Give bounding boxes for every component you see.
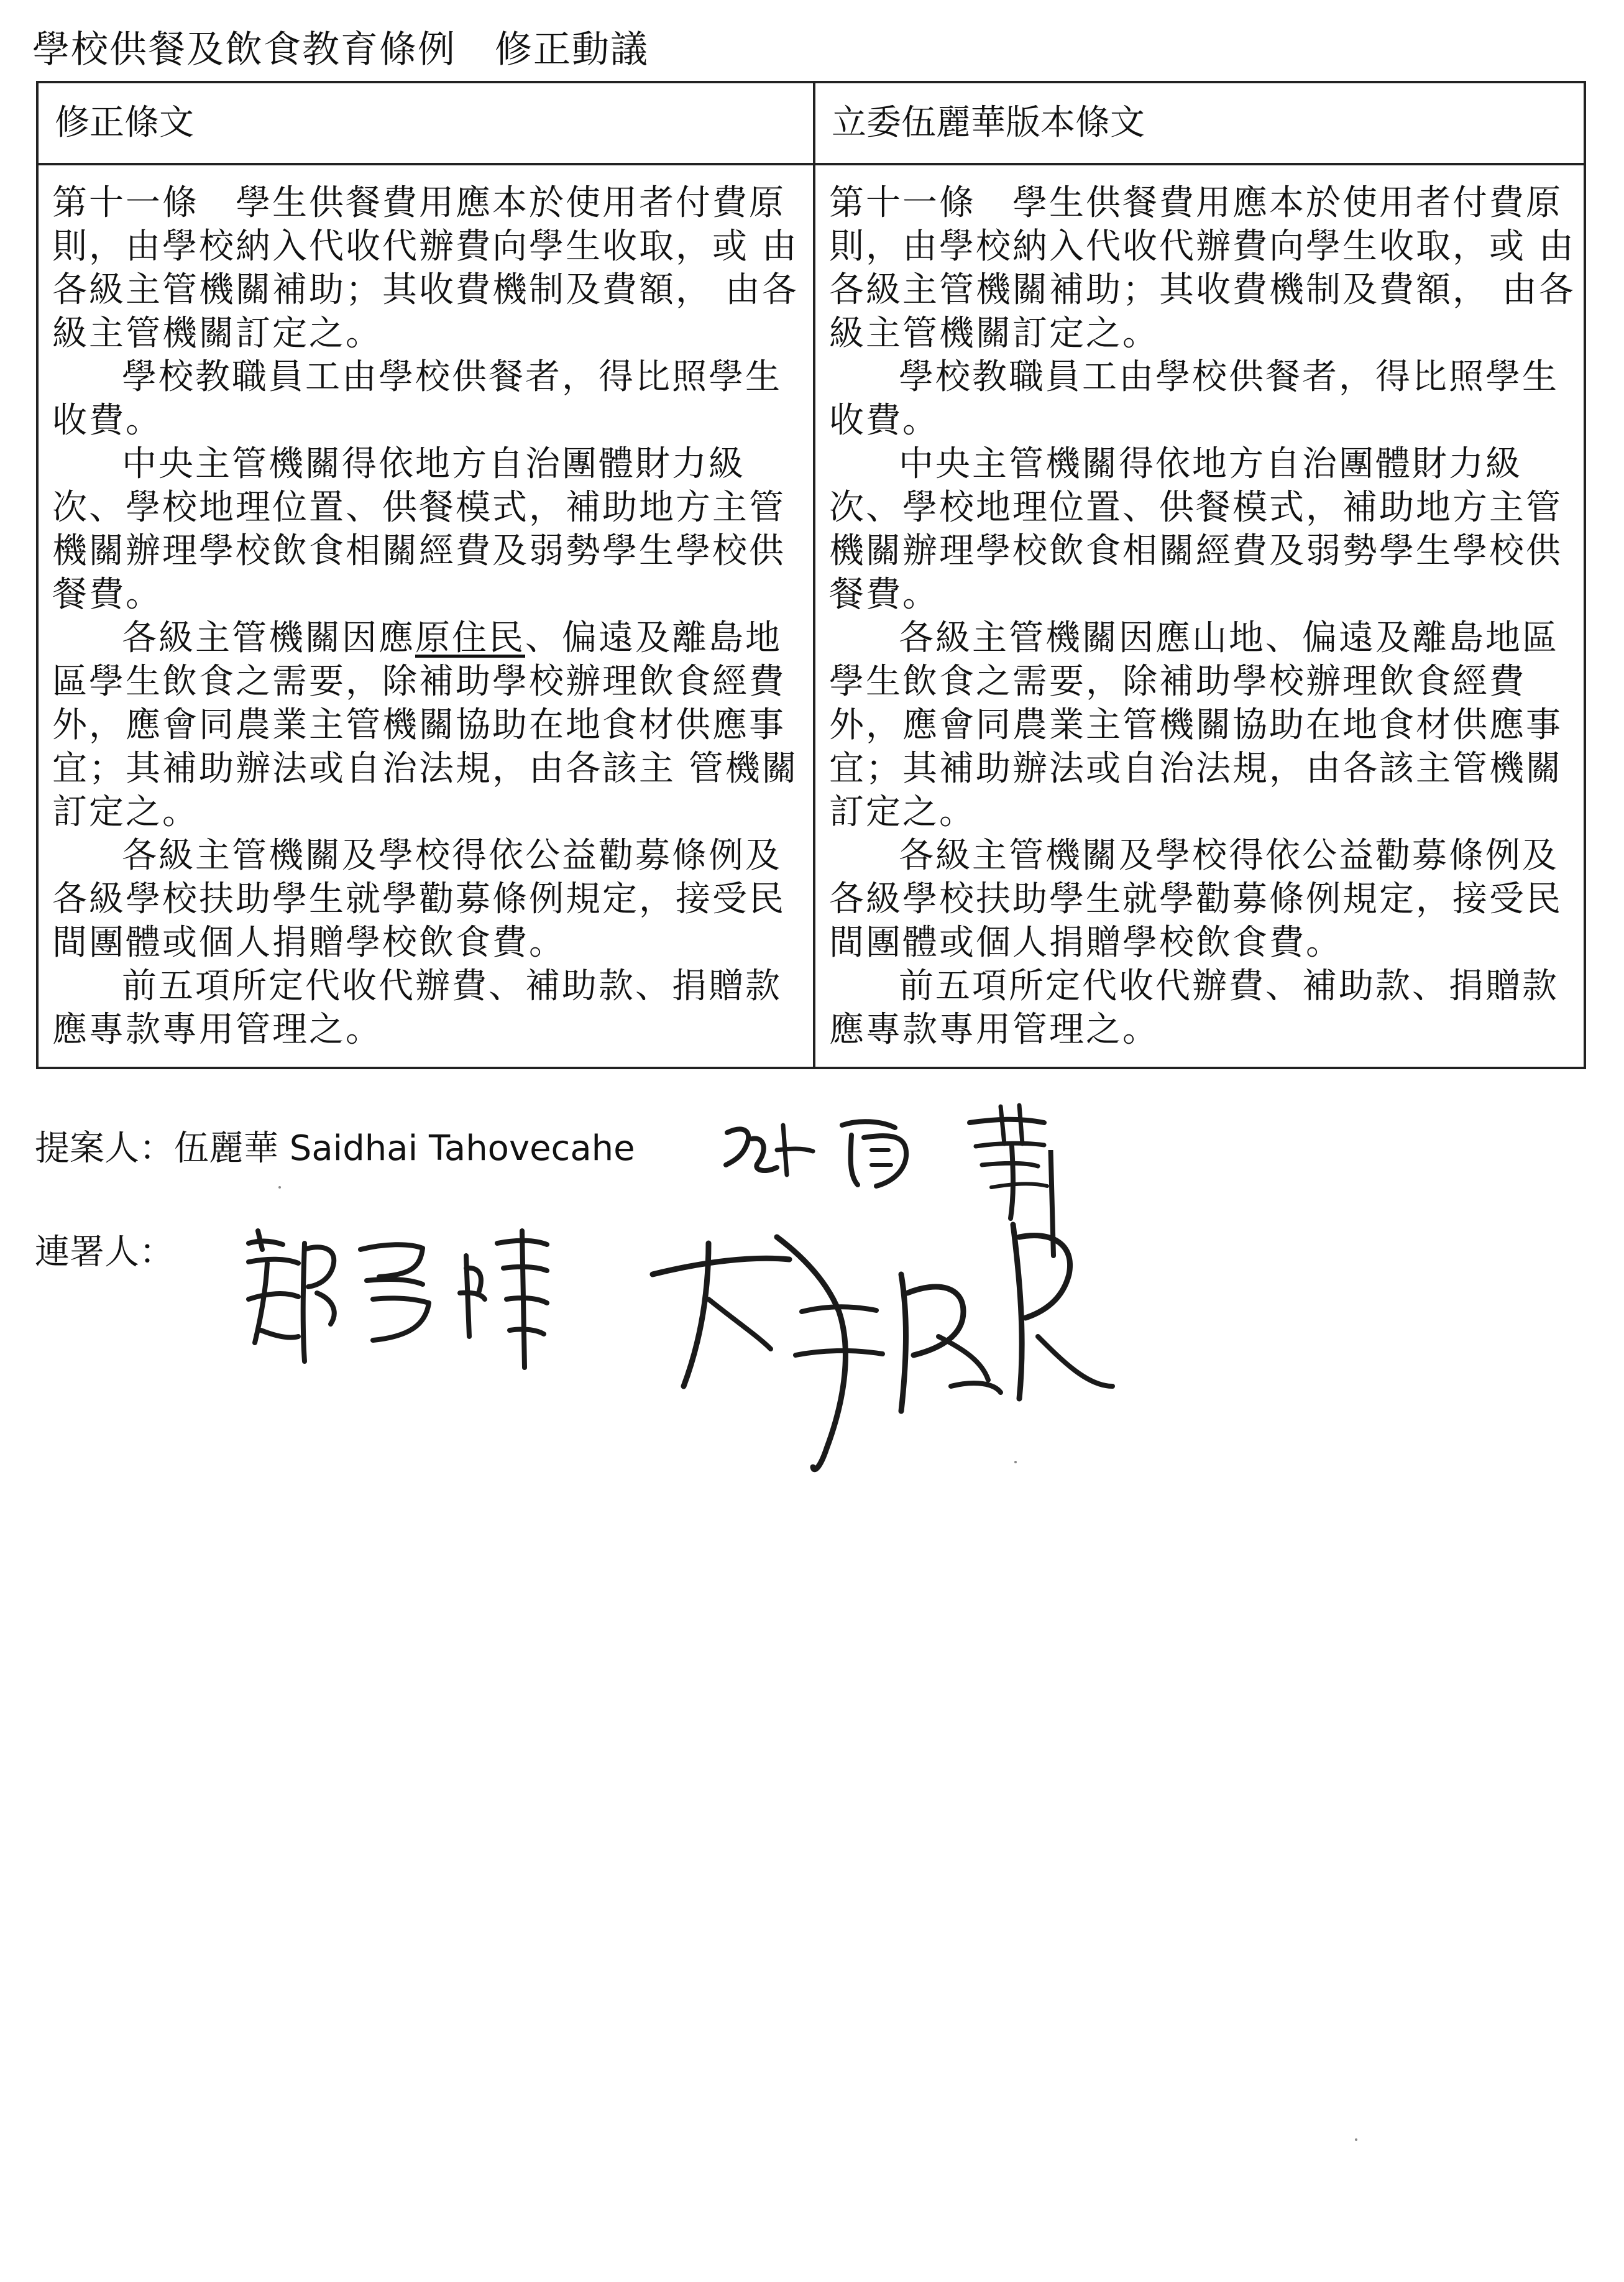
proposer-line	[35, 1124, 635, 1174]
article-paragraph: 前五項所定代收代辦費、補助款、捐贈款應專款專用管理之。	[829, 966, 1559, 1050]
article-paragraph: 各級主管機關及學校得依公益勸募條例及各級學校扶助學生就學勸募條例規定，接受民間團體或個人捐贈學校飲食費。	[52, 835, 786, 963]
document-title: 學校供餐及飲食教育條例 修正動議	[32, 28, 649, 71]
proposer-name: 伍麗華 Saidhai Tahovecahe	[174, 1128, 635, 1169]
amended-phrase: 原住民	[415, 618, 525, 658]
scan-speck	[1014, 1461, 1017, 1463]
cosigner-line	[35, 1228, 174, 1277]
article-paragraph: 中央主管機關得依地方自治團體財力級次、學校地理位置、供餐模式，補助地方主管機關辦理學校飲食相關經費及弱勢學生學校供餐費。	[52, 444, 786, 615]
article-paragraph: 學校教職員工由學校供餐者，得比照學生收費。	[52, 357, 782, 441]
cosigner-signature-1	[224, 1212, 572, 1386]
header-legislator-version: 立委伍麗華版本條文	[832, 103, 1145, 143]
cosigner-label: 連署人：	[35, 1232, 174, 1272]
header-amended-text: 修正條文	[55, 103, 194, 143]
proposer-label: 提案人：	[35, 1128, 174, 1169]
amendment-comparison-table	[36, 81, 1586, 1069]
article-paragraph: 前五項所定代收代辦費、補助款、捐贈款應專款專用管理之。	[52, 966, 782, 1050]
article-paragraph: 學校教職員工由學校供餐者，得比照學生收費。	[829, 357, 1559, 441]
legislator-version-text	[829, 182, 1577, 1052]
column-divider	[813, 83, 815, 1067]
article-paragraph: 第十一條 學生供餐費用應本於使用者付費原 則，由學校納入代收代辦費向學生收取，或 由各級主管機關補助；其收費機制及費額， 由各級主管機關訂定之。	[52, 183, 799, 354]
scan-speck	[278, 1186, 281, 1189]
article-paragraph: 各級主管機關因應山地、偏遠及離島地區學生飲食之需要，除補助學校辦理飲食經費外，應會同農業主管機關協助在地食材供應事宜；其補助辦法或自治法規，由各該主管機關訂定之。	[829, 618, 1562, 832]
article-paragraph: 各級主管機關及學校得依公益勸募條例及各級學校扶助學生就學勸募條例規定，接受民間團體或個人捐贈學校飲食費。	[829, 835, 1562, 963]
amended-article-text	[52, 182, 804, 1052]
article-paragraph: 中央主管機關得依地方自治團體財力級次、學校地理位置、供餐模式，補助地方主管機關辦理學校飲食相關經費及弱勢學生學校供餐費。	[829, 444, 1562, 615]
scan-speck	[1355, 2138, 1357, 2141]
header-rule	[39, 163, 1584, 165]
article-paragraph: 第十一條 學生供餐費用應本於使用者付費原 則，由學校納入代收代辦費向學生收取，或 由各級主管機關補助；其收費機制及費額， 由各級主管機關訂定之。	[829, 183, 1576, 354]
article-paragraph: 各級主管機關因應原住民、偏遠及離島地區學生飲食之需要，除補助學校辦理飲食經費外，應會同農業主管機關協助在地食材供應事宜；其補助辦法或自治法規，由各該主 管機關訂定之。	[52, 618, 799, 832]
cosigner-signature-2	[615, 1150, 1125, 1498]
